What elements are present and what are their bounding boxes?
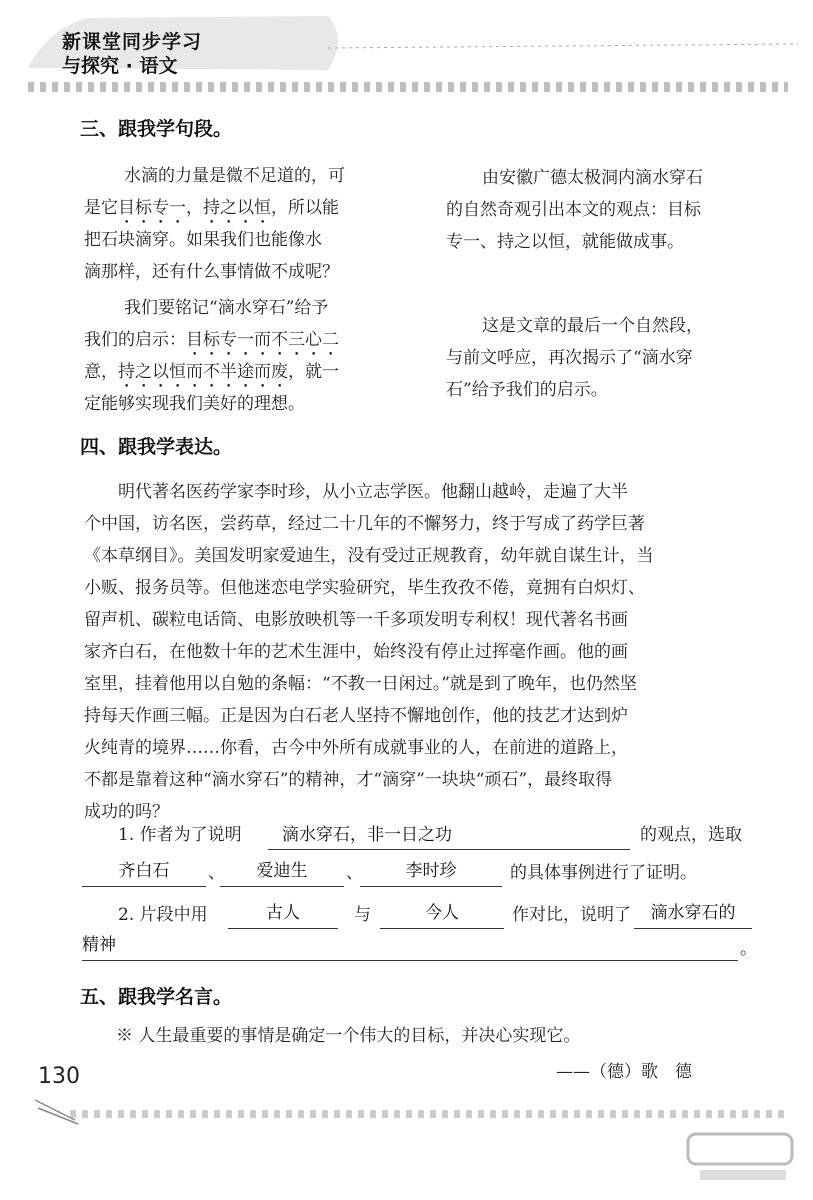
q1-answer-c[interactable]: 李时珍 (360, 856, 502, 887)
s3-para1-line4: 滴那样，还有什么事情做不成呢？ (84, 262, 339, 282)
page-number: 130 (38, 1064, 80, 1089)
watermark-logo-icon (680, 1128, 800, 1188)
famous-quote: ※ 人生最重要的事情是确定一个伟大的目标，并决心实现它。 (116, 1026, 581, 1046)
s4-passage-line: 个中国，访名医，尝药草，经过二十几年的不懈努力，终于写成了药学巨著 (84, 514, 645, 534)
q1-answer-viewpoint[interactable]: 滴水穿石，非一日之功 (268, 820, 630, 850)
section3-heading: 三、跟我学句段。 (80, 118, 233, 140)
q2-answer-d[interactable]: 精神 (82, 930, 738, 961)
q2-answer-a[interactable]: 古人 (228, 898, 338, 929)
s4-passage-line: 家齐白石，在他数十年的艺术生涯中，始终没有停止过挥毫作画。他的画 (84, 642, 628, 662)
s3-para1-line3: 把石块滴穿。如果我们也能像水 (84, 230, 322, 250)
s3-emphasis: 目标专一而不三心二 (186, 330, 339, 350)
s3-para1-line1: 水滴的力量是微不足道的，可 (124, 166, 345, 186)
s3-note1-line2: 的自然奇观引出本文的观点：目标 (446, 200, 701, 220)
s3-para2-line1: 我们要铭记“滴水穿石”给予 (124, 298, 329, 318)
s4-passage-line: 留声机、碳粒电话筒、电影放映机等一千多项发明专利权！现代著名书画 (84, 610, 628, 630)
s3-para2-line3 (84, 356, 339, 392)
s4-passage-line: 明代著名医药学家李时珍，从小立志学医。他翻山越岭，走遍了大半 (118, 482, 628, 502)
section5-heading: 五、跟我学名言。 (80, 986, 233, 1008)
q2-answer-b[interactable]: 今人 (380, 898, 504, 929)
q2-with: 与 (354, 905, 371, 925)
footer-divider (70, 1110, 790, 1118)
s4-passage-line: 持每天作画三幅。正是因为白石老人坚持不懈地创作，他的技艺才达到炉 (84, 706, 628, 726)
s4-passage-line: 室里，挂着他用以自勉的条幅：“不教一日闲过。”就是到了晚年，也仍然坚 (84, 674, 637, 694)
s4-passage-line: 成功的吗？ (84, 802, 169, 822)
s3-note2-line2: 与前文呼应，再次揭示了“滴水穿 (446, 348, 693, 368)
s3-text: 是它 (84, 198, 118, 218)
s3-emphasis: 目标专一，持之以恒 (118, 198, 271, 218)
header-title: 新课堂同步学习 (62, 31, 203, 53)
s4-passage-line: 不都是靠着这种“滴水穿石”的精神，才“滴穿”一块块“顽石”，最终取得 (84, 770, 613, 790)
s3-note1-line1: 由安徽广德太极洞内滴水穿石 (482, 168, 703, 188)
s3-emphasis: 持之以恒而不半途而废 (118, 362, 288, 382)
s3-text: 意， (84, 362, 118, 382)
s3-text: ，所以能 (271, 198, 339, 218)
s4-passage-line: 小贩、报务员等。但他迷恋电学实验研究，毕生孜孜不倦，竟拥有白炽灯、 (84, 578, 645, 598)
q1-answer-a[interactable]: 齐白石 (82, 856, 206, 887)
q1-tail: 的具体事例进行了证明。 (510, 863, 697, 883)
s3-para1-line2 (84, 192, 339, 228)
q2-answer-c[interactable]: 滴水穿石的 (634, 898, 752, 929)
s3-text: 我们的启示： (84, 330, 186, 350)
s3-para2-line4: 定能够实现我们美好的理想。 (84, 394, 305, 414)
s3-note2-line1: 这是文章的最后一个自然段， (482, 316, 703, 336)
q1-separator: 、 (208, 863, 225, 883)
q2-middle: 作对比，说明了 (512, 905, 631, 925)
header-subtitle: 与探究 · 语文 (62, 55, 178, 77)
header-divider (28, 82, 788, 92)
section4-heading: 四、跟我学表达。 (80, 436, 233, 458)
s3-para2-line2 (84, 324, 339, 360)
q1-prefix: 1. 作者为了说明 (118, 825, 242, 845)
s3-note1-line3: 专一、持之以恒，就能做成事。 (446, 232, 684, 252)
quote-attribution: ——（德）歌 德 (556, 1062, 692, 1082)
s4-passage-line: 火纯青的境界……你看，古今中外所有成就事业的人，在前进的道路上， (84, 738, 628, 758)
s3-text: ，就一 (288, 362, 339, 382)
s3-note2-line3: 石”给予我们的启示。 (446, 380, 608, 400)
s4-passage-line: 《本草纲目》。美国发明家爱迪生，没有受过正规教育，幼年就自谋生计，当 (84, 546, 654, 566)
q1-answer-b[interactable]: 爱迪生 (220, 856, 344, 887)
q2-end: 。 (740, 939, 757, 959)
q2-prefix: 2. 片段中用 (118, 905, 208, 925)
q1-separator: 、 (346, 863, 363, 883)
q1-middle: 的观点，选取 (640, 825, 742, 845)
